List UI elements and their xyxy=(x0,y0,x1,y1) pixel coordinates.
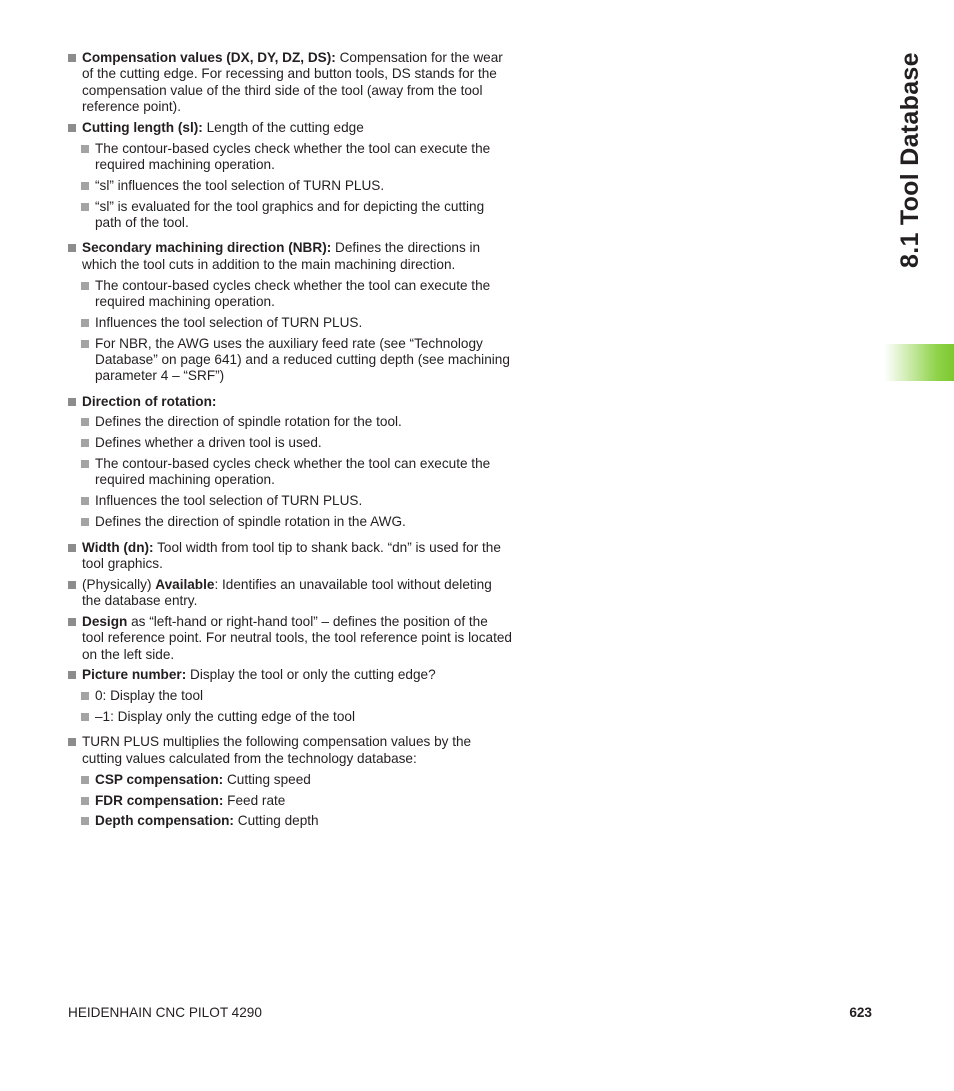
item-term: Width (dn): xyxy=(82,539,154,555)
sub-list-item xyxy=(81,514,512,530)
item-text: Feed rate xyxy=(223,792,286,808)
item-text: Length of the cutting edge xyxy=(202,119,364,135)
item-text: –1: Display only the cutting edge of the tool xyxy=(95,709,355,725)
item-term: Design xyxy=(82,613,128,629)
section-tab-marker xyxy=(884,344,954,381)
item-text: Cutting depth xyxy=(233,813,319,829)
item-text: : Identifies an unavailable tool without deleting the database entry. xyxy=(82,576,492,609)
square-bullet-icon xyxy=(68,124,76,132)
item-text: The contour-based cycles check whether the tool can execute the required machining operation. xyxy=(95,456,491,488)
item-text: Compensation for the wear of the cutting edge. For recessing and button tools, DS stands for the compensation value of the third side of the tool (away from the tool reference point). xyxy=(82,50,503,114)
sub-list-item xyxy=(81,688,512,704)
square-bullet-icon xyxy=(68,618,76,626)
item-term: Depth compensation: xyxy=(95,813,234,829)
square-bullet-icon xyxy=(68,244,76,252)
square-bullet-icon xyxy=(81,145,89,153)
item-text: Cutting speed xyxy=(223,771,311,787)
square-bullet-icon xyxy=(68,738,76,746)
item-term: Picture number: xyxy=(82,667,187,683)
item-term: Secondary machining direction (NBR): xyxy=(82,240,332,256)
sub-list-item xyxy=(81,456,512,489)
square-bullet-icon xyxy=(81,203,89,211)
item-text: 0: Display the tool xyxy=(95,688,204,704)
square-bullet-icon xyxy=(68,581,76,589)
sub-list-item xyxy=(81,793,512,809)
list-item xyxy=(68,667,512,683)
square-bullet-icon xyxy=(68,544,76,552)
sub-list-item xyxy=(81,709,512,725)
item-text: Defines the directions in which the tool cuts in addition to the main machining direction. xyxy=(82,240,481,272)
item-text: Tool width from tool tip to shank back. “dn” is used for the tool graphics. xyxy=(82,539,501,571)
square-bullet-icon xyxy=(68,671,76,679)
sub-list-item xyxy=(81,493,512,509)
list-item xyxy=(68,394,512,410)
item-text: as “left-hand or right-hand tool” – defines the position of the tool reference point. For neutral tools, the tool reference point is located on the left side. xyxy=(82,613,512,662)
square-bullet-icon xyxy=(81,319,89,327)
footer-page-number: 623 xyxy=(849,1005,872,1020)
square-bullet-icon xyxy=(81,460,89,468)
sub-list-item xyxy=(81,772,512,788)
item-text: “sl” is evaluated for the tool graphics and for depicting the cutting path of the tool. xyxy=(95,198,485,231)
sub-list-item xyxy=(81,315,512,331)
section-title: 8.1 Tool Database xyxy=(896,52,924,268)
square-bullet-icon xyxy=(81,418,89,426)
square-bullet-icon xyxy=(81,497,89,505)
item-text: Display the tool or only the cutting edge? xyxy=(186,667,436,683)
item-term: Available xyxy=(155,576,215,592)
square-bullet-icon xyxy=(81,439,89,447)
sub-list-item xyxy=(81,278,512,311)
square-bullet-icon xyxy=(81,713,89,721)
square-bullet-icon xyxy=(81,692,89,700)
square-bullet-icon xyxy=(81,797,89,805)
sub-list-item xyxy=(81,199,512,232)
square-bullet-icon xyxy=(68,54,76,62)
square-bullet-icon xyxy=(81,518,89,526)
main-content xyxy=(68,50,512,834)
list-item xyxy=(68,540,512,573)
list-item xyxy=(68,614,512,663)
item-text: Influences the tool selection of TURN PLUS. xyxy=(95,493,363,509)
item-text: The contour-based cycles check whether the tool can execute the required machining operation. xyxy=(95,277,491,309)
list-item xyxy=(68,734,512,767)
square-bullet-icon xyxy=(68,398,76,406)
item-text: For NBR, the AWG uses the auxiliary feed rate (see “Technology Database” on page 641) and a reduced cutting depth (see machining parameter 4 – “SRF”) xyxy=(95,335,510,384)
item-term: Cutting length (sl): xyxy=(82,119,203,135)
square-bullet-icon xyxy=(81,817,89,825)
list-item xyxy=(68,50,512,115)
list-item xyxy=(68,120,512,136)
item-term: FDR compensation: xyxy=(95,792,224,808)
item-text: The contour-based cycles check whether the tool can execute the required machining operation. xyxy=(95,140,491,172)
item-term: CSP compensation: xyxy=(95,771,224,787)
item-text: Defines the direction of spindle rotation for the tool. xyxy=(95,414,402,430)
sub-list-item xyxy=(81,414,512,430)
item-term: Direction of rotation: xyxy=(82,393,217,409)
sub-list-item xyxy=(81,141,512,174)
list-item xyxy=(68,240,512,273)
item-term: Compensation values (DX, DY, DZ, DS): xyxy=(82,50,336,65)
sub-list-item xyxy=(81,813,512,829)
item-text: Defines the direction of spindle rotation in the AWG. xyxy=(95,514,406,530)
square-bullet-icon xyxy=(81,776,89,784)
square-bullet-icon xyxy=(81,282,89,290)
item-text: Defines whether a driven tool is used. xyxy=(95,435,322,451)
list-item xyxy=(68,577,512,610)
item-text: TURN PLUS multiplies the following compensation values by the cutting values calculated from the technology database: xyxy=(82,734,472,766)
footer-product-name: HEIDENHAIN CNC PILOT 4290 xyxy=(68,1005,262,1020)
square-bullet-icon xyxy=(81,182,89,190)
sub-list-item xyxy=(81,435,512,451)
item-text: Influences the tool selection of TURN PLUS. xyxy=(95,314,363,330)
square-bullet-icon xyxy=(81,340,89,348)
item-text: “sl” influences the tool selection of TURN PLUS. xyxy=(95,177,385,193)
sub-list-item xyxy=(81,178,512,194)
item-prefix: (Physically) xyxy=(82,576,156,592)
sub-list-item xyxy=(81,336,512,385)
